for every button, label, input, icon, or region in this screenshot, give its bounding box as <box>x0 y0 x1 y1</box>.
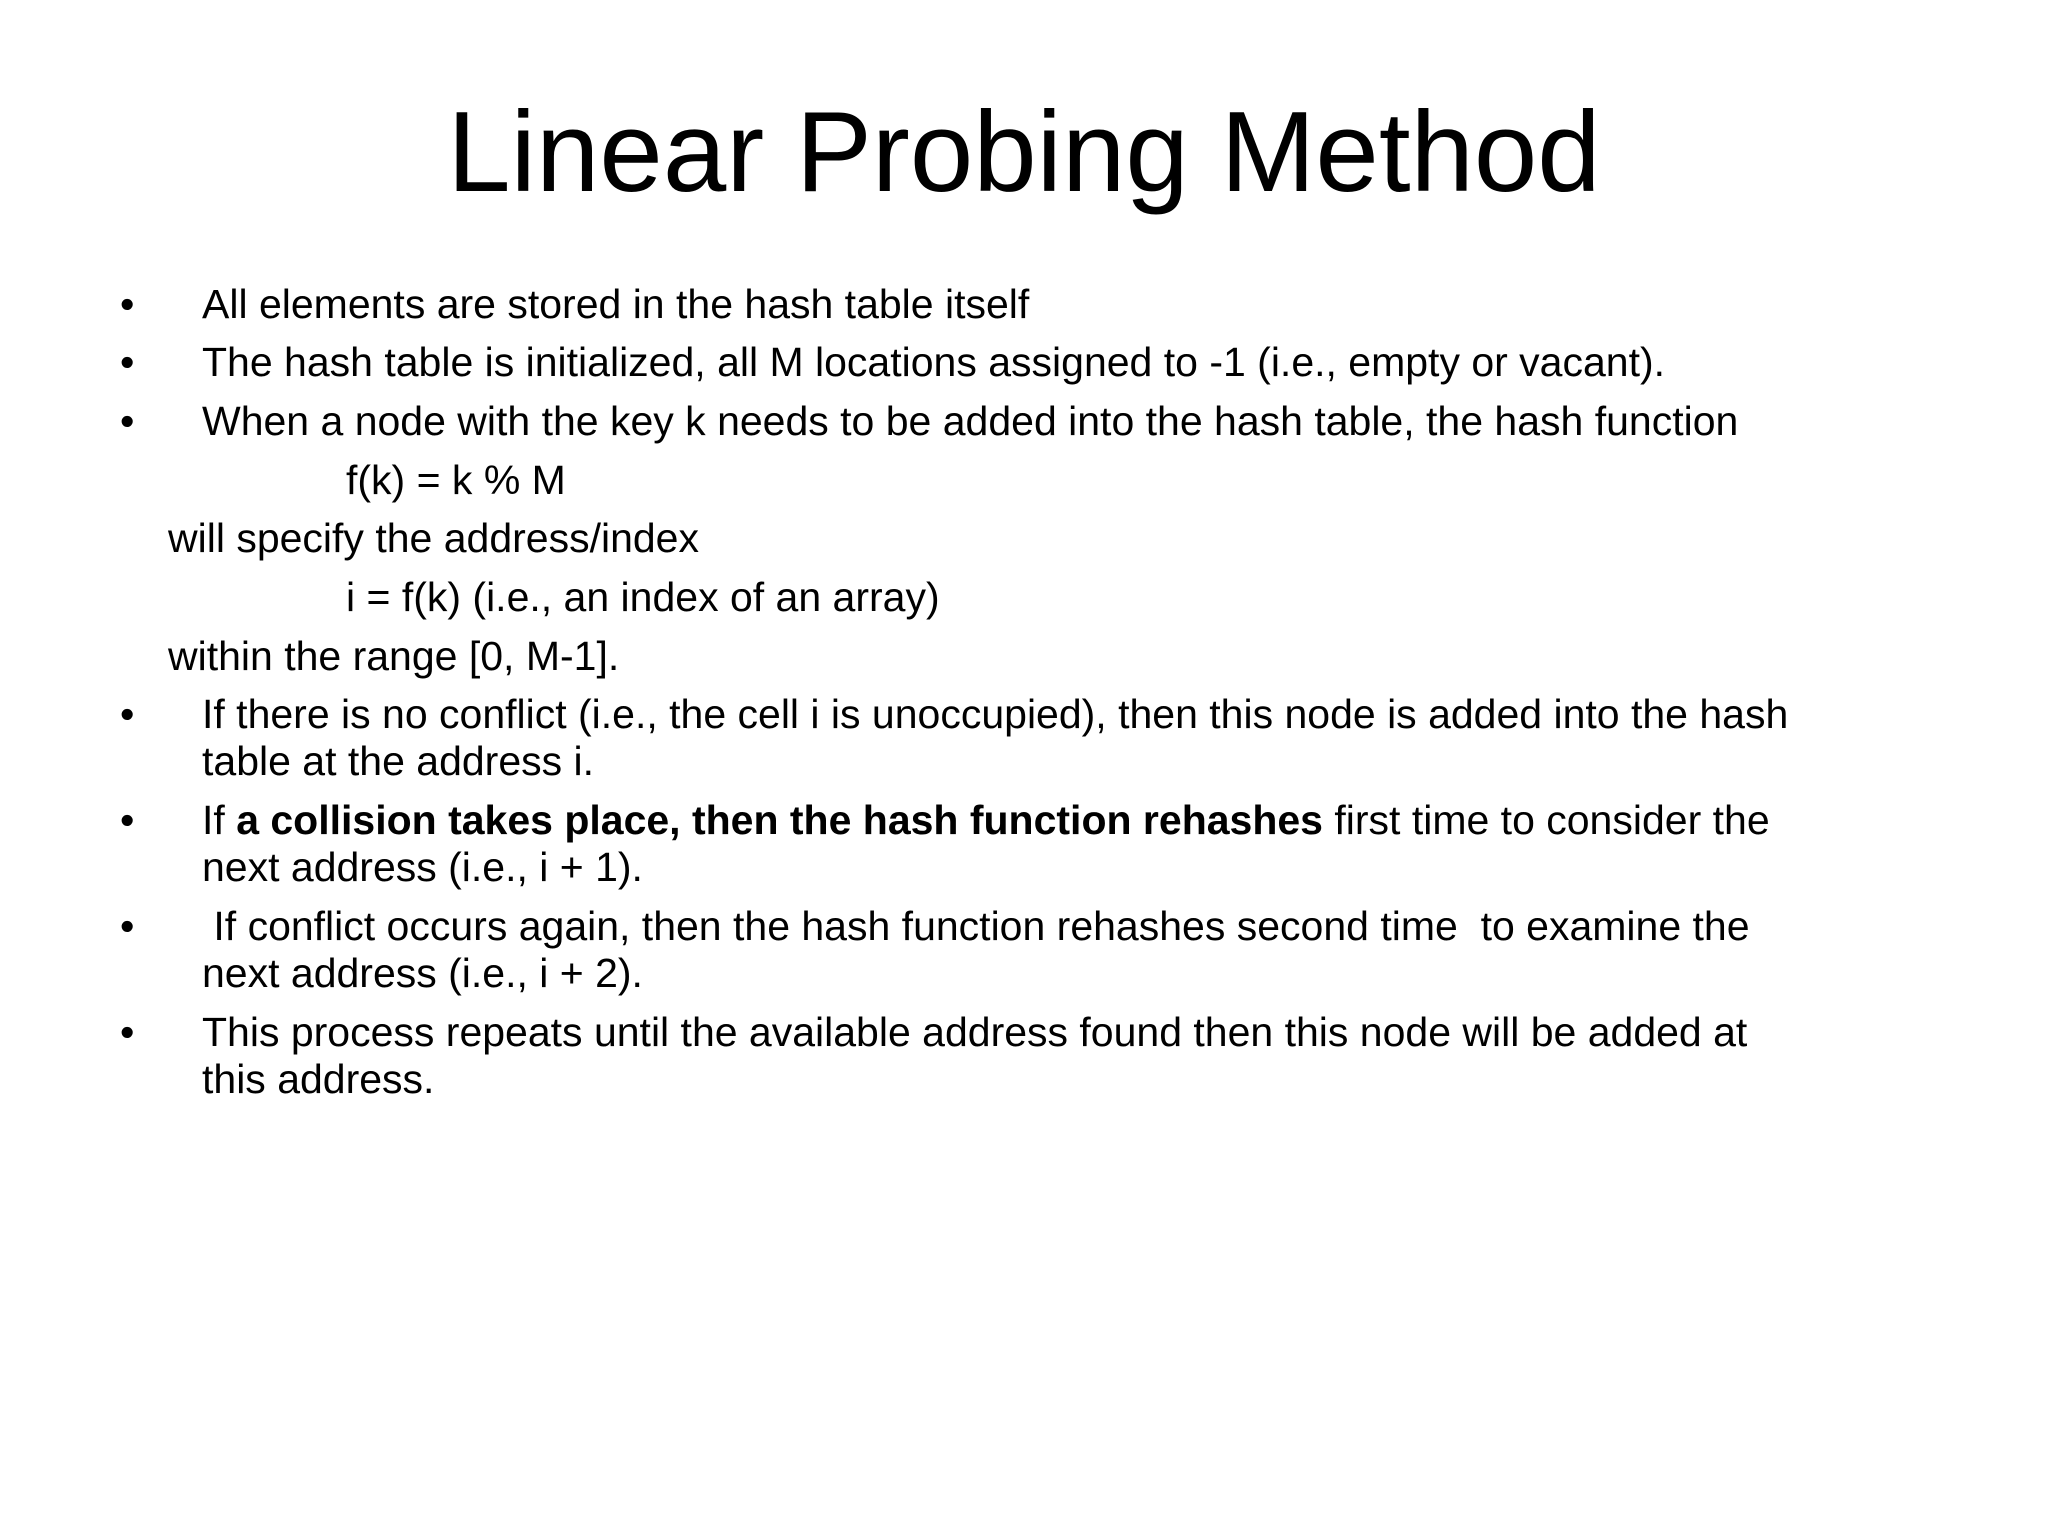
formula-index: i = f(k) (i.e., an index of an array) <box>346 574 940 620</box>
bullet-marker: • <box>120 339 135 385</box>
bullet-marker: • <box>120 691 135 737</box>
bullet-text-6-line-1: If conflict occurs again, then the hash function rehashes second time to examine the <box>202 903 1750 949</box>
bullet-text-5-bold: a collision takes place, then the hash function rehashes <box>236 797 1323 843</box>
bullet-text-6-line-2: next address (i.e., i + 2). <box>202 950 643 996</box>
bullet-text-5-line-2: next address (i.e., i + 1). <box>202 844 643 890</box>
bullet-marker: • <box>120 1009 135 1055</box>
bullet-text-5-line-1 <box>202 796 1770 844</box>
bullet-text-2: The hash table is initialized, all M locations assigned to -1 (i.e., empty or vacant). <box>202 339 1666 385</box>
bullet-marker: • <box>120 797 135 843</box>
bullet-text-3-range: within the range [0, M-1]. <box>168 633 620 679</box>
bullet-text-4-line-2: table at the address i. <box>202 738 595 784</box>
bullet-text-3-continuation: will specify the address/index <box>168 515 699 561</box>
bullet-text-7-line-2: this address. <box>202 1056 435 1102</box>
bullet-text-5-suffix: first time to consider the <box>1323 797 1770 843</box>
bullet-text-3: When a node with the key k needs to be added into the hash table, the hash function <box>202 398 1739 444</box>
formula-hash-function: f(k) = k % M <box>346 457 566 503</box>
bullet-marker: • <box>120 281 135 327</box>
bullet-marker: • <box>120 398 135 444</box>
bullet-marker: • <box>120 903 135 949</box>
bullet-text-5-prefix: If <box>202 797 237 843</box>
slide-title: Linear Probing Method <box>447 89 1601 216</box>
bullet-text-4-line-1: If there is no conflict (i.e., the cell i is unoccupied), then this node is added into the hash <box>202 691 1789 737</box>
bullet-text-1: All elements are stored in the hash table itself <box>202 281 1030 327</box>
bullet-text-7-line-1: This process repeats until the available address found then this node will be added at <box>202 1009 1748 1055</box>
